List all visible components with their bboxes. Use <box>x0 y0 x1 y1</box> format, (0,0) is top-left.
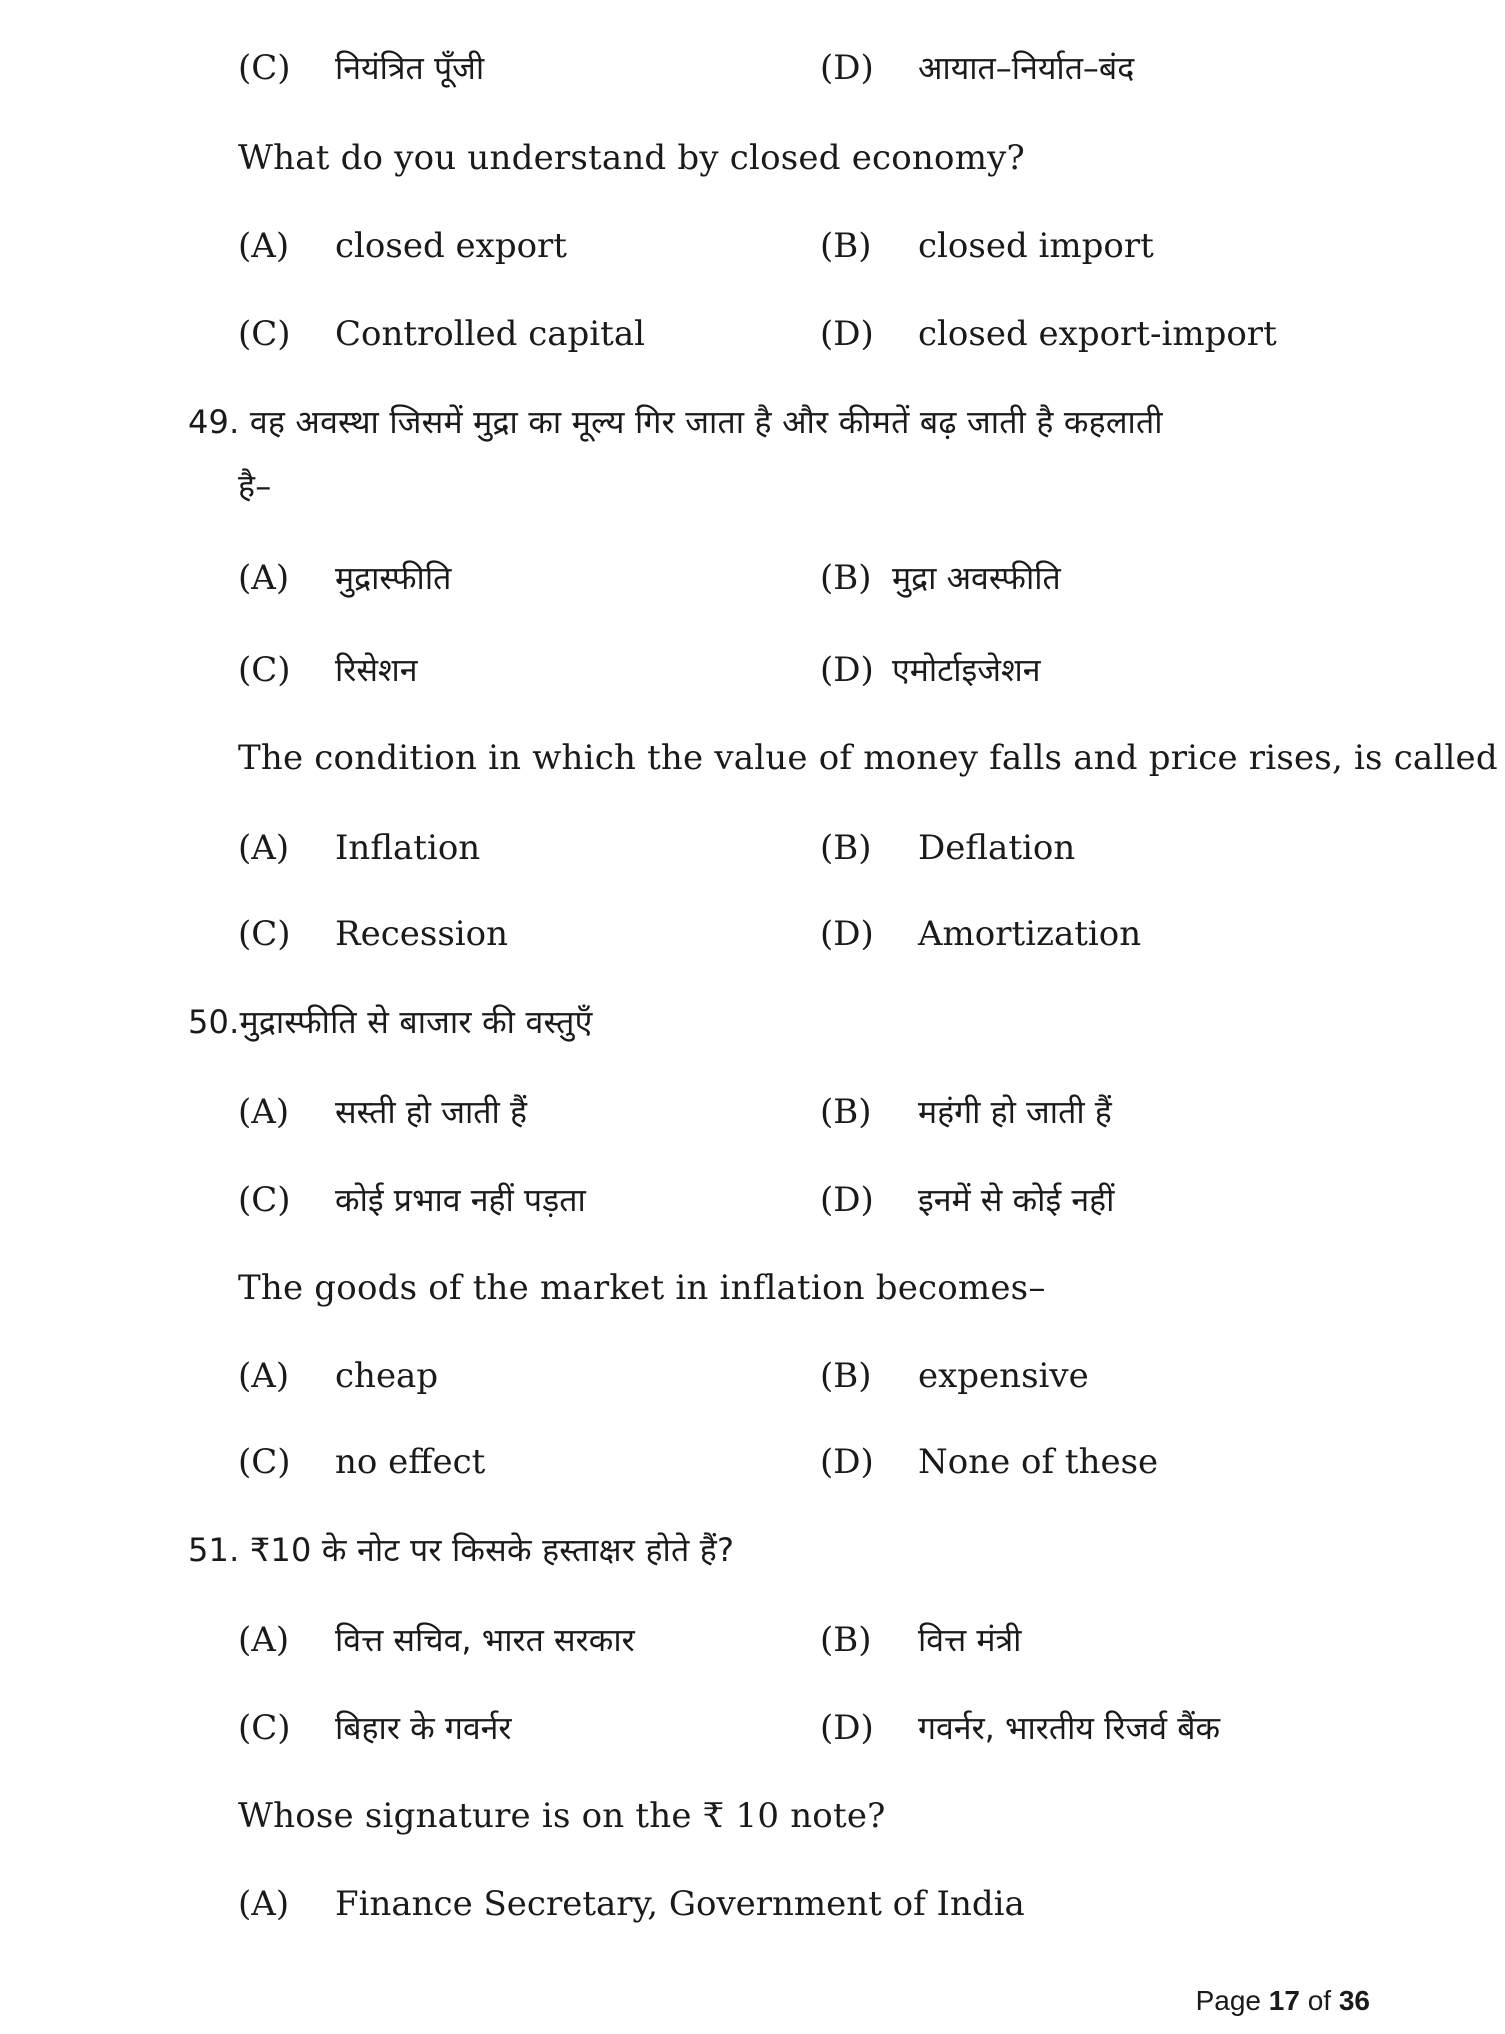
option-label: (A) <box>238 1884 290 1924</box>
option-text: रिसेशन <box>335 651 418 689</box>
option-text: बिहार के गवर्नर <box>335 1709 512 1747</box>
option-label: (A) <box>238 1092 290 1132</box>
option-text: Finance Secretary, Government of India <box>335 1884 1025 1924</box>
option-text: नियंत्रित पूँजी <box>335 49 485 87</box>
option-text: वित्त मंत्री <box>918 1621 1022 1659</box>
option-text: मुद्रा अवस्फीति <box>892 559 1061 597</box>
option-label: (C) <box>238 1180 291 1220</box>
option-label: (B) <box>820 828 872 868</box>
option-label: (C) <box>238 1708 291 1748</box>
option-label: (D) <box>820 314 874 354</box>
option-label: (D) <box>820 1180 874 1220</box>
option-text: Controlled capital <box>335 314 645 354</box>
option-label: (D) <box>820 48 874 88</box>
page-total: 36 <box>1338 1985 1370 2016</box>
page-prefix: Page <box>1195 1985 1269 2016</box>
option-text: closed export-import <box>918 314 1277 354</box>
option-text: एमोर्टाइजेशन <box>892 651 1041 689</box>
option-label: (C) <box>238 914 291 954</box>
question-translation: है– <box>238 467 272 505</box>
option-label: (C) <box>238 314 291 354</box>
question-translation: What do you understand by closed economy? <box>238 138 1025 178</box>
option-text: मुद्रास्फीति <box>335 559 452 597</box>
option-label: (B) <box>820 1092 872 1132</box>
page-number <box>1196 1984 1370 2018</box>
option-text: cheap <box>335 1356 439 1396</box>
question-text: 49. वह अवस्था जिसमें मुद्रा का मूल्य गिर जाता है और कीमतें बढ़ जाती है कहलाती <box>188 403 1163 441</box>
option-text: वित्त सचिव, भारत सरकार <box>335 1621 635 1659</box>
option-text: गवर्नर, भारतीय रिजर्व बैंक <box>918 1709 1221 1747</box>
option-label: (B) <box>820 1620 872 1660</box>
option-label: (D) <box>820 1708 874 1748</box>
option-label: (D) <box>820 650 874 690</box>
question-text: 51. ₹10 के नोट पर किसके हस्ताक्षर होते हैं? <box>188 1531 735 1569</box>
option-label: (A) <box>238 1356 290 1396</box>
option-text: Inflation <box>335 828 481 868</box>
option-text: closed import <box>918 226 1154 266</box>
option-label: (C) <box>238 48 291 88</box>
option-text: closed export <box>335 226 567 266</box>
question-translation: Whose signature is on the ₹ 10 note? <box>238 1796 886 1836</box>
option-text: expensive <box>918 1356 1089 1396</box>
option-label: (A) <box>238 1620 290 1660</box>
option-text: महंगी हो जाती हैं <box>918 1093 1112 1131</box>
option-text: कोई प्रभाव नहीं पड़ता <box>335 1181 586 1219</box>
option-label: (C) <box>238 650 291 690</box>
option-text: Amortization <box>918 914 1142 954</box>
option-label: (A) <box>238 226 290 266</box>
option-text: Deflation <box>918 828 1076 868</box>
option-text: None of these <box>918 1442 1159 1482</box>
option-text: Recession <box>335 914 509 954</box>
option-label: (B) <box>820 1356 872 1396</box>
option-text: no effect <box>335 1442 486 1482</box>
question-text: 50.मुद्रास्फीति से बाजार की वस्तुएँ <box>188 1003 593 1041</box>
option-label: (A) <box>238 558 290 598</box>
option-text: आयात–निर्यात–बंद <box>918 49 1135 87</box>
option-label: (B) <box>820 558 872 598</box>
option-label: (B) <box>820 226 872 266</box>
option-label: (D) <box>820 914 874 954</box>
option-label: (C) <box>238 1442 291 1482</box>
page-current: 17 <box>1268 1985 1300 2016</box>
option-label: (A) <box>238 828 290 868</box>
option-text: सस्ती हो जाती हैं <box>335 1093 527 1131</box>
option-text: इनमें से कोई नहीं <box>918 1181 1115 1219</box>
option-label: (D) <box>820 1442 874 1482</box>
question-translation: The goods of the market in inflation becomes– <box>238 1268 1046 1308</box>
question-translation: The condition in which the value of money falls and price rises, is called <box>238 738 1498 778</box>
page-middle: of <box>1299 1985 1339 2016</box>
